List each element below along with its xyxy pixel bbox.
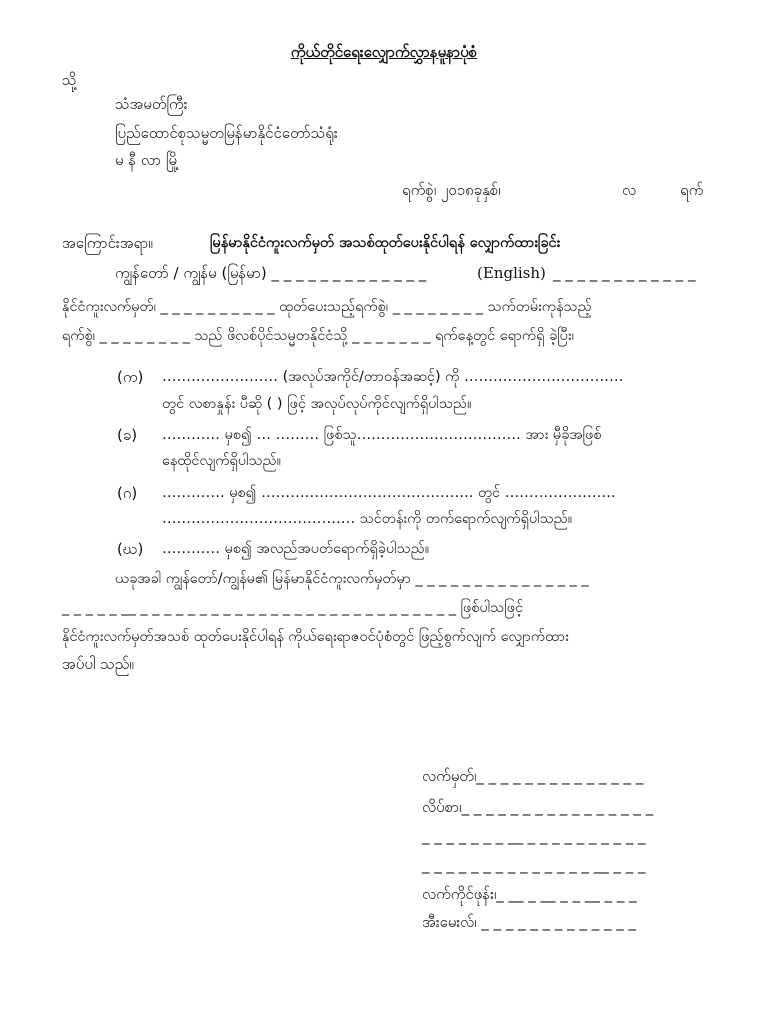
item-ga-marker: (ဂ) — [117, 484, 138, 502]
to-label: သို့ — [62, 71, 77, 89]
date-label: ရက်စွဲ၊ ၂၀၁၈ခုနှစ်၊ — [402, 181, 501, 199]
item-kha-line-1: ………… မှစ၍ … ……… ဖြစ်သူ……………………………. အား မှီခိုအဖြစ် — [162, 427, 602, 443]
subject-label: အကြောင်းအရာ။ — [62, 234, 153, 252]
recipient-line-2: ပြည်ထောင်စုသမ္မတမြန်မာနိုင်ငံတော်သံရုံး — [115, 124, 338, 142]
email-field: အီးမေးလ်၊ _ _ _ _ _ _ _ _ _ _ _ _ _ — [422, 913, 637, 931]
closing-line-1: ယခုအခါ ကျွန်တော်/ကျွန်မ၏ မြန်မာနိုင်ငံကူးလက်မှတ်မှာ _ _ _ _ _ _ _ _ _ _ _ _ _ _ _ — [115, 571, 589, 587]
body-line-1: နိုင်ငံကူးလက်မှတ်၊ _ _ _ _ _ _ _ _ _ _ ထုတ်ပေးသည့်ရက်စွဲ၊ _ _ _ _ _ _ _ _ သက်တမ်းကုန်သည့် — [62, 299, 592, 315]
item-ka-line-1: …………………… (အလုပ်အကိုင်/တာဝန်အဆင့်) ကို …………………………… — [162, 369, 624, 385]
date-month: လ — [622, 181, 637, 199]
closing-line-2: _ _ _ _ _ __ _ _ _ _ _ _ _ _ _ _ _ _ _ _ _ _ _ _ _ _ _ _ _ _ _ _ _ ဖြစ်ပါသဖြင့် — [62, 600, 524, 616]
address-line-2: _ _ _ _ _ _ _ __ _ _ _ _ _ _ _ _ _ _ — [422, 827, 646, 845]
name-row-english: (English) — [477, 264, 546, 282]
date-day: ရက် — [680, 181, 704, 199]
item-kha-marker: (ခ) — [117, 426, 138, 444]
item-kha-line-2: နေထိုင်လျက်ရှိပါသည်။ — [162, 453, 282, 469]
address-field: လိပ်စာ၊_ _ _ _ _ _ _ _ _ _ _ _ _ _ _ _ — [422, 798, 654, 816]
closing-line-3: နိုင်ငံကူးလက်မှတ်အသစ် ထုတ်ပေးနိုင်ပါရန် ကိုယ်ရေးရာဇဝင်ပုံစံတွင် ဖြည့်စွက်လျက် လျှောက်ထား — [62, 629, 569, 645]
address-line-3: _ _ _ _ _ _ _ _ _ _ _ _ _ _ __ _ _ _ — [422, 856, 646, 874]
form-title: ကိုယ်တိုင်ရေးလျှောက်လွှာနမူနာပုံစံ — [290, 43, 478, 61]
recipient-line-3: မ နီ လာ မြို့ — [115, 151, 180, 169]
mobile-phone-field: လက်ကိုင်ဖုန်း၊_ __ _ __ _ _ __ _ _ _ — [422, 885, 637, 903]
name-row-label: ကျွန်တော် / ကျွန်မ (မြန်မာ) _ _ _ _ _ _ _ _ _ _ _ _ _ — [115, 264, 427, 282]
closing-line-4: အပ်ပါ သည်။ — [62, 655, 134, 673]
name-row-blank: _ _ _ _ _ _ _ _ _ _ _ _ — [553, 264, 696, 282]
item-ga-line-1: …………. မှစ၍ …………………………………….. တွင် ………………….. — [162, 485, 616, 501]
recipient-line-1: သံအမတ်ကြီး — [115, 95, 188, 113]
item-gha-marker: (ဃ) — [117, 540, 144, 558]
subject-text: မြန်မာနိုင်ငံကူးလက်မှတ် အသစ်ထုတ်ပေးနိုင်ပါရန် လျှောက်ထားခြင်း — [210, 235, 561, 251]
body-line-2: ရက်စွဲ၊ _ _ _ _ _ _ _ _ သည် ဖိလစ်ပိုင်သမ္မတနိုင်ငံသို့ _ _ _ _ _ _ _ ရက်နေ့တွင် ရောက်ရှိ ခဲ့ပြီး၊ — [62, 328, 574, 344]
signature-field: လက်မှတ်၊_ _ _ _ _ _ _ _ _ _ _ _ _ _ — [422, 767, 644, 785]
item-ga-line-2: …………………………………. သင်တန်းကို တက်ရောက်လျက်ရှိပါသည်။ — [162, 511, 573, 527]
item-ka-marker: (က) — [117, 368, 144, 386]
item-ka-line-2: တွင် လစာနှုန်း ပီဆို ( ) ဖြင့် အလုပ်လုပ်ကိုင်လျက်ရှိပါသည်။ — [162, 396, 472, 412]
item-gha-line-1: ………… မှစ၍ အလည်အပတ်ရောက်ရှိခဲ့ပါသည်။ — [162, 541, 430, 557]
